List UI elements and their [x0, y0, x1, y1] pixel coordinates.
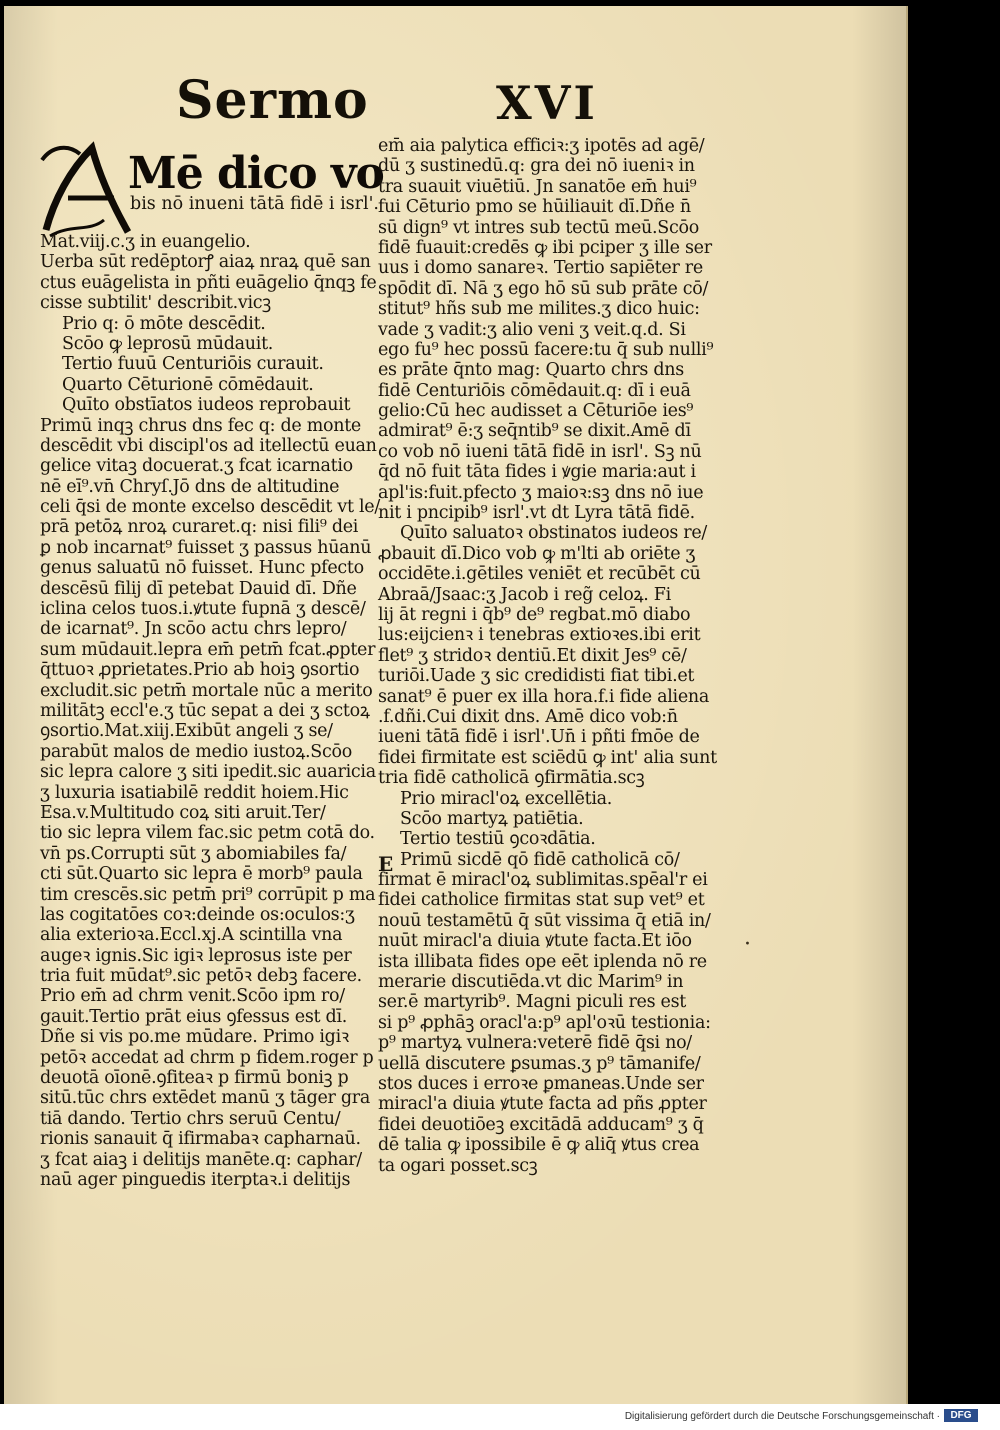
text-line: ꝑ nob incarnat⁹ fuisset ʒ passus hūanū — [40, 537, 372, 558]
text-line: Uerba sūt redēptorꝭ aiaꝝ nraꝝ quē san — [40, 252, 371, 273]
text-line: ista illibata fides ope eēt iplenda nō re — [378, 951, 707, 972]
text-line: tra suauit viuētiū. Jn sanatōe em̄ hui⁹ — [378, 176, 697, 197]
text-line: turiōi.Uade ʒ sic credidisti fiat tibi.et — [378, 666, 695, 687]
text-line: celi q̄si de monte excelso descēdit vt le/ — [40, 497, 380, 518]
text-line: sum mūdauit.lepra em̄ petm̄ fcat.ꝓpter — [40, 639, 376, 660]
text-line: descēsū filij dī petebat Dauid dī. Dñe — [40, 578, 357, 599]
text-line: militātꝫ eccl'e.ʒ tūc sepat a dei ʒ sctoꝝ — [40, 700, 370, 721]
text-line: ʒ luxuria isatiabilē reddit hoiem.Hic — [40, 782, 349, 803]
text-line: genus saluatū nō fuisset. Hunc pfecto — [40, 558, 364, 579]
text-line: petōꝛ accedat ad chrm p fidem.roger p — [40, 1047, 374, 1068]
text-line: es prāte q̄nto mag: Quarto chrs dns — [378, 360, 684, 381]
text-line: rionis sanauit q̄ ifirmabaꝛ capharnaū. — [40, 1129, 361, 1150]
text-line: Prio miracl'oꝝ excellētia. — [400, 788, 613, 809]
text-line: nē eī⁹.vn̄ Chryſ.Jō dns de altitudine — [40, 476, 340, 497]
text-line: ꝓbauit dī.Dico vob ꝙ m'lti ab oriēte ʒ — [378, 543, 696, 564]
text-line: apl'is:fuit.pfecto ʒ maioꝛ:sꝫ dns nō iue — [378, 482, 704, 503]
text-line: gelice vitaꝫ docuerat.ʒ fcat icarnatio — [40, 456, 353, 477]
text-line: gauit.Tertio prāt eius ꝯfessus est dī. — [40, 1006, 348, 1027]
text-line: ctus euāgelista in pñti euāgelio q̄nqꝫ fe — [40, 272, 377, 293]
text-line: nouū testamētū q̄ sūt vissima q̄ etiā in/ — [378, 910, 711, 931]
running-head-sermo: Sermo — [176, 70, 369, 131]
text-line: tim crescēs.sic petm̄ pri⁹ corrūpit p ma — [40, 884, 376, 905]
text-line: augeꝛ ignis.Sic igiꝛ leprosus iste per — [40, 945, 352, 966]
text-line: alia exterioꝛa.Eccl.xj.A scintilla vna — [40, 925, 343, 946]
text-line: descēdit vbi discipl'os ad itellectū euan — [40, 435, 377, 456]
text-line: merarie discutiēda.vt dic Marim⁹ in — [378, 972, 684, 993]
text-line: stitut⁹ hñs sub me milites.ʒ dico huic: — [378, 299, 700, 320]
text-line: de icarnat⁹. Jn scōo actu chrs lepro/ — [40, 619, 347, 640]
text-line: fidei firmitate est sciēdū ꝙ int' alia sunt — [378, 747, 717, 768]
text-line: occidēte.i.gētiles veniēt et recūbēt cū — [378, 564, 701, 585]
text-line: ser.ē martyrib⁹. Magni piculi res est — [378, 992, 687, 1013]
text-line: Scōo ꝙ leprosū mūdauit. — [62, 333, 274, 354]
running-head-number: XVI — [496, 76, 598, 130]
text-line: prā petōꝝ nroꝝ curaret.q: nisi fili⁹ dei — [40, 517, 359, 538]
dfg-logo: DFG — [944, 1409, 978, 1422]
paragraph-mark: E — [378, 852, 394, 876]
text-line: tiā dando. Tertio chrs seruū Centu/ — [40, 1108, 341, 1129]
text-line: cti sūt.Quarto sic lepra ē morb⁹ paula — [40, 864, 363, 885]
text-line: q̄d nō fuit tāta fides i ꝟgie maria:aut i — [378, 462, 696, 483]
text-line: las cogitatōes coꝛ:deinde os:oculos:ʒ — [40, 904, 355, 925]
text-line: Esa.v.Multitudo coꝝ siti aruit.Ter/ — [40, 802, 326, 823]
text-line: spōdit dī. Nā ʒ ego hō sū sub prāte cō/ — [378, 278, 709, 299]
text-line: Primū inqꝫ chrus dns fec q: de monte — [40, 415, 361, 436]
text-line: tio sic lepra vilem fac.sic petm cotā do. — [40, 823, 375, 844]
text-line: Quarto Cēturionē cōmēdauit. — [62, 374, 314, 395]
text-line: uellā discutere ꝑsumas.ʒ p⁹ tāmanife/ — [378, 1053, 701, 1074]
text-line: ego fu⁹ hec possū facere:tu q̄ sub nulli⁹ — [378, 339, 714, 360]
text-line: deuotā oīonē.ꝯfiteaꝛ p firmū boniꝫ p — [40, 1068, 349, 1089]
text-line: si p⁹ ꝓphāꝫ oracl'a:p⁹ apl'oꝛū testionia: — [378, 1012, 711, 1033]
text-line: vade ʒ vadit:ʒ alio veni ʒ veit.q.d. Si — [378, 319, 686, 340]
right-text-column — [378, 136, 723, 1176]
footer-credit: Digitalisierung gefördert durch die Deutsche Forschungsgemeinschaft · — [624, 1411, 940, 1422]
text-line: nit i pncipib⁹ isrl'.vt dt Lyra tātā fidē. — [378, 503, 695, 524]
text-line: tria fuit mūdat⁹.sic petōꝛ debꝫ facere. — [40, 966, 362, 987]
text-line: miracl'a diuia ꝟtute facta ad pñs ꝓpter — [378, 1094, 707, 1115]
text-line: fidei deuotiōeꝫ excitādā adducam⁹ ʒ q̄ — [378, 1114, 704, 1135]
text-line: naū ager pinguedis iterptaꝛ.i delitijs — [40, 1169, 351, 1190]
text-line: firmat ē miracl'oꝝ sublimitas.spēal'r ei — [378, 870, 708, 891]
text-line: Abraā/Jsaac:ʒ Jacob i reg̃ celoꝝ. Fi — [378, 584, 671, 605]
text-line: sū dign⁹ vt intres sub tectū meū.Scōo — [378, 217, 699, 238]
text-line: fui Cēturio pmo se hūiliauit dī.Dñe n̄ — [378, 197, 691, 218]
text-line: sanat⁹ ē puer ex illa hora.f.i fide aliena — [378, 686, 710, 707]
text-line: iclina celos tuos.i.ꝟtute fupnā ʒ descē/ — [40, 599, 366, 620]
text-line: Quīto saluatoꝛ obstinatos iudeos re/ — [400, 523, 707, 544]
text-line: sic lepra calore ʒ siti ipedit.sic auaricia — [40, 762, 376, 783]
text-line: ꝯsortio.Mat.xiij.Exibūt angeli ʒ se/ — [40, 721, 333, 742]
text-line: Primū sicdē qō fidē catholicā cō/ — [400, 849, 680, 870]
text-line: fidē Centuriōis cōmēdauit.q: dī i euā — [378, 380, 691, 401]
text-line: dē talia ꝙ ipossibile ē ꝙ aliq̄ ꝟtus crea — [378, 1135, 700, 1156]
text-line: nuūt miracl'a diuia ꝟtute facta.Et iōo — [378, 931, 692, 952]
text-line: dū ʒ sustinedū.q: gra dei nō iueniꝛ in — [378, 156, 695, 177]
text-line: parabūt malos de medio iustoꝝ.Scōo — [40, 741, 352, 762]
text-line: ʒ fcat aiaꝫ i delitijs manēte.q: caphar/ — [40, 1149, 362, 1170]
text-line: admirat⁹ ē:ʒ seq̄ntib⁹ se dixit.Amē dī — [378, 421, 691, 442]
text-line: Tertio fuuū Centuriōis curauit. — [62, 354, 324, 375]
text-line: Mat.viij.c.ʒ in euangelio. — [40, 232, 251, 252]
text-line: Prio em̄ ad chrm venit.Scōo ipm ro/ — [40, 986, 345, 1007]
opening-line-2: bis nō inueni tātā fidē i isrl'. — [130, 194, 379, 214]
page-edge — [906, 6, 908, 1404]
text-line: cisse subtilit' describit.vicꝫ — [40, 293, 271, 314]
text-line: fidē fuauit:credēs ꝙ ibi pciper ʒ ille ser — [378, 237, 712, 258]
text-line: em̄ aia palytica efficiꝛ:ʒ ipotēs ad agē/ — [378, 136, 705, 156]
text-line: uus i domo sanareꝛ. Tertio sapiēter re — [378, 258, 703, 279]
margin-dot: · — [744, 932, 751, 957]
text-line: iueni tātā fidē i isrl'.Un̄ i pñti fmōe de — [378, 727, 700, 748]
text-line: tria fidē catholicā ꝯfirmātia.scꝫ — [378, 768, 645, 789]
text-line: Dñe si vis po.me mūdare. Primo igiꝛ — [40, 1027, 349, 1048]
text-line: Scōo martyꝝ patiētia. — [400, 808, 584, 829]
text-line: vn̄ ps.Corrupti sūt ʒ abomiabiles fa/ — [40, 843, 347, 864]
text-line: lij āt regni i q̄b⁹ de⁹ regbat.mō diabo — [378, 604, 691, 625]
text-line: co vob nō iueni tātā fidē in isrl'. Sꝫ nū — [378, 441, 702, 462]
text-line: q̄ttuoꝛ ꝓprietates.Prio ab hoiꝫ ꝯsortio — [40, 660, 360, 681]
text-line: ta ogari posset.scꝫ — [378, 1155, 538, 1176]
text-line: Prio q: ō mōte descēdit. — [62, 313, 266, 334]
text-line: stos duces i erroꝛe ꝑmaneas.Unde ser — [378, 1073, 704, 1094]
text-line: excludit.sic petm̄ mortale nūc a merito — [40, 680, 373, 701]
text-line: Tertio testiū ꝯcoꝛdātia. — [400, 829, 596, 850]
text-line: .f.dñi.Cui dixit dns. Amē dico vob:n̄ — [378, 706, 678, 727]
initial-flourish-icon — [40, 140, 136, 240]
text-line: fidei catholice firmitas stat sup vet⁹ et — [378, 890, 705, 911]
text-line: lus:eijcienꝛ i tenebras extioꝛes.ibi erit — [378, 625, 701, 646]
text-line: gelio:Cū hec audisset a Cēturiōe ies⁹ — [378, 401, 694, 422]
opening-words: Mē dico vo — [128, 148, 384, 199]
text-line: sitū.tūc chrs extēdet manū ʒ tāger gra — [40, 1088, 370, 1109]
text-line: Quīto obstīatos iudeos reprobauit — [62, 395, 351, 416]
left-text-column — [40, 232, 378, 1190]
text-line: flet⁹ ʒ stridoꝛ dentiū.Et dixit Jes⁹ cē/ — [378, 645, 687, 666]
text-line: p⁹ martyꝝ vulnera:veterē fidē q̄si no/ — [378, 1033, 692, 1054]
